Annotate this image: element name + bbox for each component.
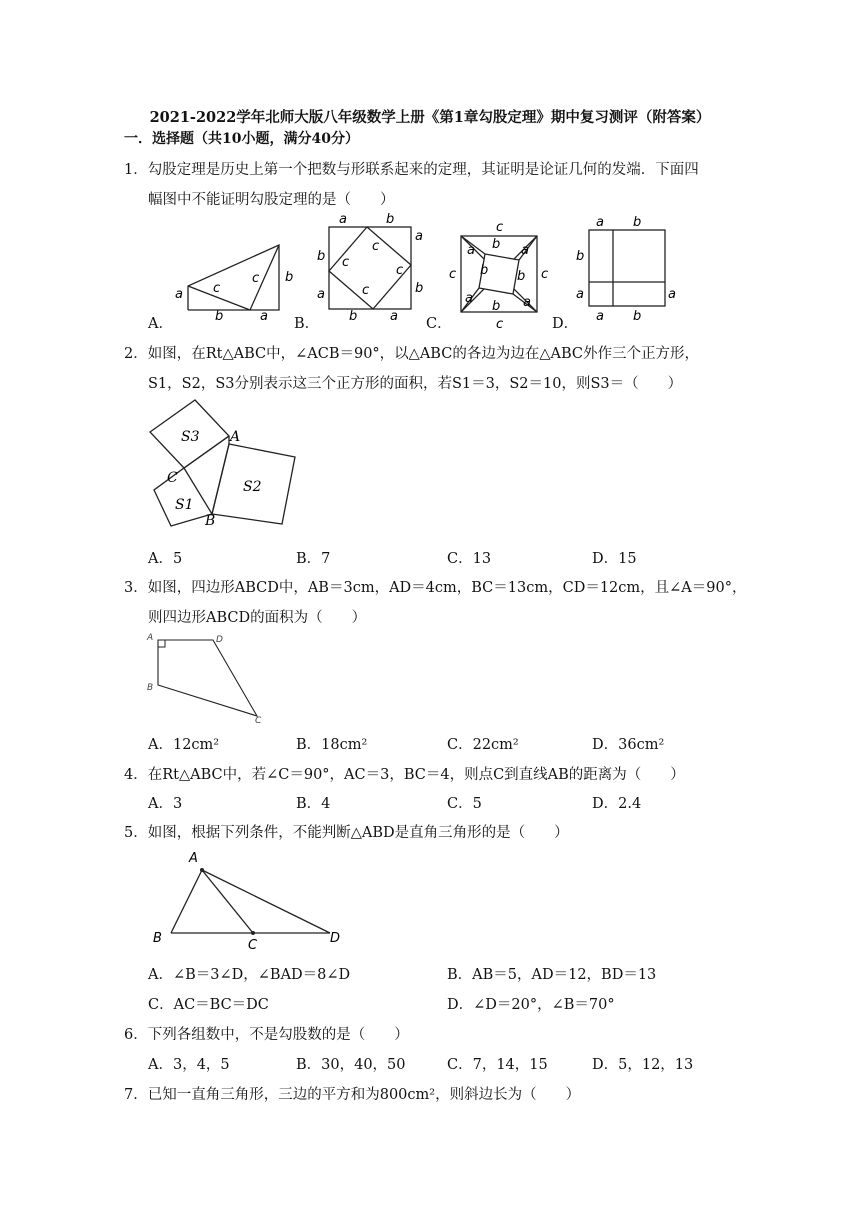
fig-label: c bbox=[496, 317, 504, 332]
fig-label: S1 bbox=[175, 497, 194, 513]
fig-label: D bbox=[216, 635, 223, 645]
question-2-line-2: S1，S2，S3分别表示这三个正方形的面积，若S1＝3，S2＝10，则S3＝（ ） bbox=[148, 376, 683, 392]
fig-label: c bbox=[396, 263, 404, 278]
q3-option-d: D．36cm² bbox=[592, 737, 665, 753]
question-1-line-2: 幅图中不能证明勾股定理的是（ ） bbox=[148, 192, 395, 208]
fig-label: a bbox=[668, 287, 676, 302]
question-1-line-1: 1．勾股定理是历史上第一个把数与形联系起来的定理，其证明是论证几何的发端．下面四 bbox=[124, 162, 699, 178]
q3-option-c: C．22cm² bbox=[447, 737, 519, 753]
fig-label: a bbox=[523, 295, 531, 310]
q5-option-a: A．∠B＝3∠D，∠BAD＝8∠D bbox=[148, 967, 351, 983]
fig-label: b bbox=[215, 309, 224, 324]
q5-figure bbox=[145, 848, 355, 953]
q1-option-d: D． bbox=[552, 316, 579, 332]
fig-label: A bbox=[147, 633, 154, 643]
fig-label: a bbox=[390, 309, 398, 324]
question-3-line-1: 3．如图，四边形ABCD中，AB＝3cm，AD＝4cm，BC＝13cm，CD＝12cm，且∠A＝90°， bbox=[124, 580, 747, 596]
fig-label: c bbox=[213, 281, 221, 296]
fig-label: A bbox=[230, 429, 241, 445]
q1-figure-b bbox=[312, 210, 427, 325]
q4-option-c: C．5 bbox=[447, 796, 482, 812]
q2-figure bbox=[145, 395, 305, 535]
section-heading: 一．选择题（共10小题，满分40分） bbox=[124, 131, 359, 147]
question-7-line-1: 7．已知一直角三角形，三边的平方和为800cm²，则斜边长为（ ） bbox=[124, 1087, 581, 1103]
fig-label: b bbox=[386, 212, 395, 227]
question-3-line-2: 则四边形ABCD的面积为（ ） bbox=[148, 610, 367, 626]
q4-option-a: A．3 bbox=[148, 796, 183, 812]
fig-label: B bbox=[147, 683, 154, 693]
question-4-line-1: 4．在Rt△ABC中，若∠C＝90°，AC＝3，BC＝4，则点C到直线AB的距离为（ ） bbox=[124, 767, 685, 783]
fig-label: C bbox=[255, 716, 262, 726]
fig-label: D bbox=[330, 931, 341, 946]
fig-label: c bbox=[252, 271, 260, 286]
fig-label: S3 bbox=[181, 429, 200, 445]
fig-label: c bbox=[372, 239, 380, 254]
fig-label: b bbox=[492, 237, 501, 252]
fig-label: S2 bbox=[243, 479, 262, 495]
fig-label: c bbox=[496, 220, 504, 235]
q3-option-a: A．12cm² bbox=[148, 737, 220, 753]
q3-figure bbox=[145, 630, 270, 725]
q6-option-b: B．30，40，50 bbox=[296, 1057, 406, 1073]
fig-label: c bbox=[362, 283, 370, 298]
q5-option-c: C．AC＝BC＝DC bbox=[148, 997, 269, 1013]
q5-option-d: D．∠D＝20°，∠B＝70° bbox=[447, 997, 615, 1013]
fig-label: b bbox=[317, 249, 326, 264]
q1-option-c: C． bbox=[426, 316, 452, 332]
q6-option-d: D．5，12，13 bbox=[592, 1057, 694, 1073]
q4-option-b: B．4 bbox=[296, 796, 331, 812]
q2-option-a: A．5 bbox=[148, 551, 183, 567]
fig-label: c bbox=[541, 267, 549, 282]
fig-label: b bbox=[415, 281, 424, 296]
fig-label: B bbox=[153, 931, 162, 946]
fig-label: a bbox=[596, 215, 604, 230]
fig-label: a bbox=[175, 287, 183, 302]
fig-label: b bbox=[576, 249, 585, 264]
fig-label: A bbox=[189, 851, 198, 866]
fig-label: b bbox=[633, 215, 642, 230]
fig-label: a bbox=[317, 287, 325, 302]
q2-option-b: B．7 bbox=[296, 551, 331, 567]
question-6-line-1: 6．下列各组数中，不是勾股数的是（ ） bbox=[124, 1027, 409, 1043]
q6-option-c: C．7，14，15 bbox=[447, 1057, 548, 1073]
fig-label: a bbox=[465, 291, 473, 306]
page-title: 2021-2022学年北师大版八年级数学上册《第1章勾股定理》期中复习测评（附答案） bbox=[149, 109, 711, 126]
fig-label: C bbox=[248, 938, 258, 953]
fig-label: b bbox=[480, 263, 489, 278]
q3-option-b: B．18cm² bbox=[296, 737, 368, 753]
q1-option-b: B． bbox=[294, 316, 320, 332]
fig-label: b bbox=[349, 309, 358, 324]
fig-label: C bbox=[167, 470, 178, 486]
fig-label: b bbox=[285, 270, 294, 285]
q4-option-d: D．2.4 bbox=[592, 796, 642, 812]
fig-label: c bbox=[342, 255, 350, 270]
fig-label: a bbox=[596, 309, 604, 324]
fig-label: b bbox=[633, 309, 642, 324]
fig-label: b bbox=[492, 299, 501, 314]
q2-option-c: C．13 bbox=[447, 551, 492, 567]
q1-figure-c bbox=[445, 218, 555, 330]
fig-label: a bbox=[576, 287, 584, 302]
fig-label: b bbox=[517, 269, 526, 284]
q5-option-b: B．AB＝5，AD＝12，BD＝13 bbox=[447, 967, 657, 983]
fig-label: c bbox=[449, 267, 457, 282]
fig-label: a bbox=[467, 243, 475, 258]
question-5-line-1: 5．如图，根据下列条件，不能判断△ABD是直角三角形的是（ ） bbox=[124, 825, 569, 841]
fig-label: a bbox=[521, 243, 529, 258]
fig-label: B bbox=[205, 513, 216, 529]
fig-label: a bbox=[339, 212, 347, 227]
q1-figure-a bbox=[160, 235, 300, 330]
q2-option-d: D．15 bbox=[592, 551, 637, 567]
q1-option-a: A． bbox=[148, 316, 173, 332]
fig-label: a bbox=[260, 309, 268, 324]
fig-label: a bbox=[415, 229, 423, 244]
question-2-line-1: 2．如图，在Rt△ABC中，∠ACB＝90°，以△ABC的各边为边在△ABC外作三个正方形， bbox=[124, 346, 699, 362]
q6-option-a: A．3，4，5 bbox=[148, 1057, 230, 1073]
q1-figure-d bbox=[572, 212, 682, 327]
